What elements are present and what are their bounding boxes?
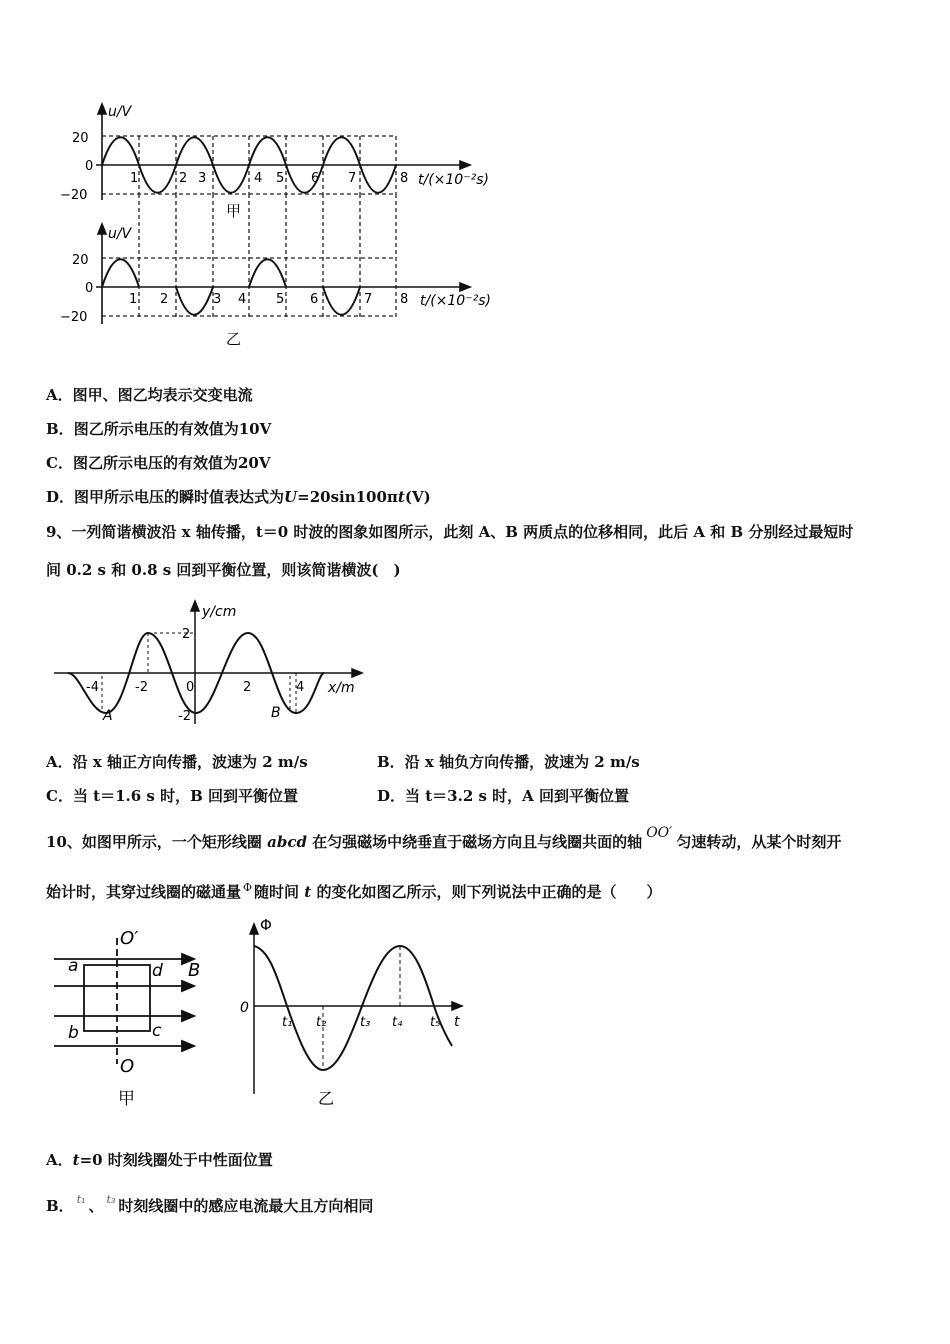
jia-x-axis-label: t/(×10⁻²s) — [418, 172, 489, 188]
q9-option-c[interactable] — [46, 786, 298, 806]
wave-tick-4: 4 — [296, 680, 305, 695]
option-letter: C． — [46, 787, 73, 805]
option-text: 当 t＝3.2 s 时，A 回到平衡位置 — [405, 787, 630, 805]
wave-point-a: A — [103, 708, 113, 724]
flux-t2: t₂ — [316, 1015, 327, 1030]
jia-tick-neg20: −20 — [60, 188, 88, 203]
jia-x-tick-2: 2 — [179, 171, 188, 186]
jia-x-tick-1: 1 — [130, 171, 139, 186]
coil-caption: 甲 — [118, 1089, 135, 1109]
q10-option-b[interactable] — [46, 1193, 374, 1218]
option-text: 图乙所示电压的有效值为20V — [72, 454, 271, 472]
jia-tick-0: 0 — [85, 159, 94, 174]
q10-coil-figure — [46, 922, 216, 1114]
formula-unit: (V) — [404, 488, 431, 506]
option-text: =0 时刻线圈处于中性面位置 — [79, 1151, 273, 1169]
separator: 、 — [88, 1197, 104, 1215]
yi-x-tick-8: 8 — [400, 292, 409, 307]
jia-x-tick-5: 5 — [276, 171, 285, 186]
stem-text: 始计时，其穿过线圈的磁通量 — [46, 883, 242, 901]
yi-x-tick-4: 4 — [238, 292, 247, 307]
jia-x-tick-3: 3 — [198, 171, 207, 186]
yi-tick-neg20: −20 — [60, 310, 88, 325]
phi-symbol: Φ — [243, 881, 253, 894]
jia-caption: 甲 — [226, 202, 242, 220]
stem-text: 匀速转动，从某个时刻开 — [676, 833, 842, 851]
q9-stem-line2: 间 0.2 s 和 0.8 s 回到平衡位置，则该简谐横波( ) — [46, 561, 401, 579]
wave-tick-0: 0 — [186, 680, 195, 695]
formula-t: t — [397, 488, 405, 506]
time-symbol: t — [304, 883, 312, 901]
jia-x-tick-6: 6 — [311, 171, 320, 186]
flux-t1: t₁ — [282, 1015, 293, 1030]
wave-tick-neg2: -2 — [135, 680, 148, 695]
wave-tick-2: 2 — [243, 680, 252, 695]
option-letter: A． — [46, 753, 73, 771]
wave-point-b: B — [271, 705, 281, 721]
jia-x-tick-8: 8 — [400, 171, 409, 186]
time-t3: t₃ — [106, 1193, 116, 1206]
yi-x-tick-6: 6 — [310, 292, 319, 307]
q10-flux-graph — [232, 910, 472, 1110]
formula-body: =20sin100π — [297, 488, 398, 506]
q8-option-b[interactable] — [46, 419, 271, 439]
coil-name: abcd — [267, 833, 307, 851]
wave-tick-yneg2: -2 — [178, 709, 191, 724]
option-letter: A． — [46, 1151, 73, 1169]
stem-text: 10、如图甲所示，一个矩形线圈 — [46, 833, 268, 851]
option-text: 沿 x 轴负方向传播，波速为 2 m/s — [404, 753, 640, 771]
corner-c: c — [152, 1021, 162, 1041]
yi-x-tick-2: 2 — [160, 292, 169, 307]
flux-t5: t₅ — [430, 1015, 441, 1030]
option-letter: C． — [46, 454, 73, 472]
option-letter: A． — [46, 386, 73, 404]
yi-x-tick-7: 7 — [364, 292, 373, 307]
option-letter: D． — [377, 787, 406, 805]
corner-a: a — [68, 956, 79, 976]
q9-option-d[interactable] — [377, 786, 629, 806]
q8-option-a[interactable] — [46, 385, 253, 405]
flux-origin: 0 — [240, 1000, 249, 1016]
yi-x-tick-1: 1 — [129, 292, 138, 307]
yi-x-axis-label: t/(×10⁻²s) — [420, 293, 491, 309]
option-text: 沿 x 轴正方向传播，波速为 2 m/s — [72, 753, 308, 771]
jia-x-tick-4: 4 — [254, 171, 263, 186]
q9-stem-line1: 9、一列简谐横波沿 x 轴传播，t＝0 时波的图象如图所示，此刻 A、B 两质点的位移相同，此后 A 和 B 分别经过最短时 — [46, 523, 854, 541]
stem-text: 在匀强磁场中绕垂直于磁场方向且与线圈共面的轴 — [306, 833, 643, 851]
wave-x-label: x/m — [328, 680, 355, 696]
jia-tick-20: 20 — [72, 131, 89, 146]
fig8-voltage-graphs — [50, 98, 520, 360]
wave-y-label: y/cm — [202, 604, 237, 620]
time-t1: t₁ — [76, 1193, 86, 1206]
q9-option-a[interactable] — [46, 752, 308, 772]
option-text: 图甲所示电压的瞬时值表达式为 — [74, 488, 285, 506]
flux-curve — [254, 946, 452, 1070]
yi-caption: 乙 — [226, 330, 242, 348]
wave-tick-neg4: -4 — [86, 680, 99, 695]
stem-text: 随时间 — [254, 883, 305, 901]
q9-wave-figure — [50, 596, 370, 728]
option-text: 图乙所示电压的有效值为10V — [73, 420, 272, 438]
yi-tick-0: 0 — [85, 281, 94, 296]
flux-t3: t₃ — [360, 1015, 371, 1030]
option-letter: B． — [377, 753, 405, 771]
axis-symbol: OO′ — [646, 825, 673, 841]
yi-tick-20: 20 — [72, 253, 89, 268]
q8-option-d[interactable] — [46, 487, 431, 507]
option-text: 时刻线圈中的感应电流最大且方向相同 — [118, 1197, 374, 1215]
formula-u: U — [284, 488, 298, 506]
time-symbol: t — [72, 1151, 80, 1169]
field-b-label: B — [188, 960, 201, 981]
option-letter: B． — [46, 1197, 74, 1215]
wave-tick-y2: 2 — [182, 627, 191, 642]
flux-caption: 乙 — [318, 1089, 335, 1108]
yi-y-axis-label: u/V — [108, 226, 132, 242]
option-text: 图甲、图乙均表示交变电流 — [72, 386, 253, 404]
corner-b: b — [68, 1023, 79, 1043]
q10-option-a[interactable] — [46, 1150, 273, 1170]
option-letter: B． — [46, 420, 74, 438]
axis-bottom-label: O — [120, 1056, 135, 1077]
q10-stem-line1 — [46, 825, 842, 853]
flux-t-axis: t — [454, 1014, 460, 1030]
corner-d: d — [152, 961, 163, 981]
yi-x-tick-3: 3 — [213, 292, 222, 307]
flux-t4: t₄ — [392, 1015, 403, 1030]
flux-y-label: Φ — [260, 916, 272, 934]
yi-x-tick-5: 5 — [276, 292, 285, 307]
axis-top-label: O′ — [120, 928, 139, 949]
q9-option-b[interactable] — [377, 752, 640, 772]
q10-stem-line2 — [46, 882, 661, 904]
jia-x-tick-7: 7 — [348, 171, 357, 186]
option-letter: D． — [46, 488, 75, 506]
q8-option-c[interactable] — [46, 453, 270, 473]
stem-text: 的变化如图乙所示，则下列说法中正确的是（ ） — [311, 883, 662, 901]
option-text: 当 t＝1.6 s 时，B 回到平衡位置 — [72, 787, 298, 805]
jia-y-axis-label: u/V — [108, 104, 132, 120]
